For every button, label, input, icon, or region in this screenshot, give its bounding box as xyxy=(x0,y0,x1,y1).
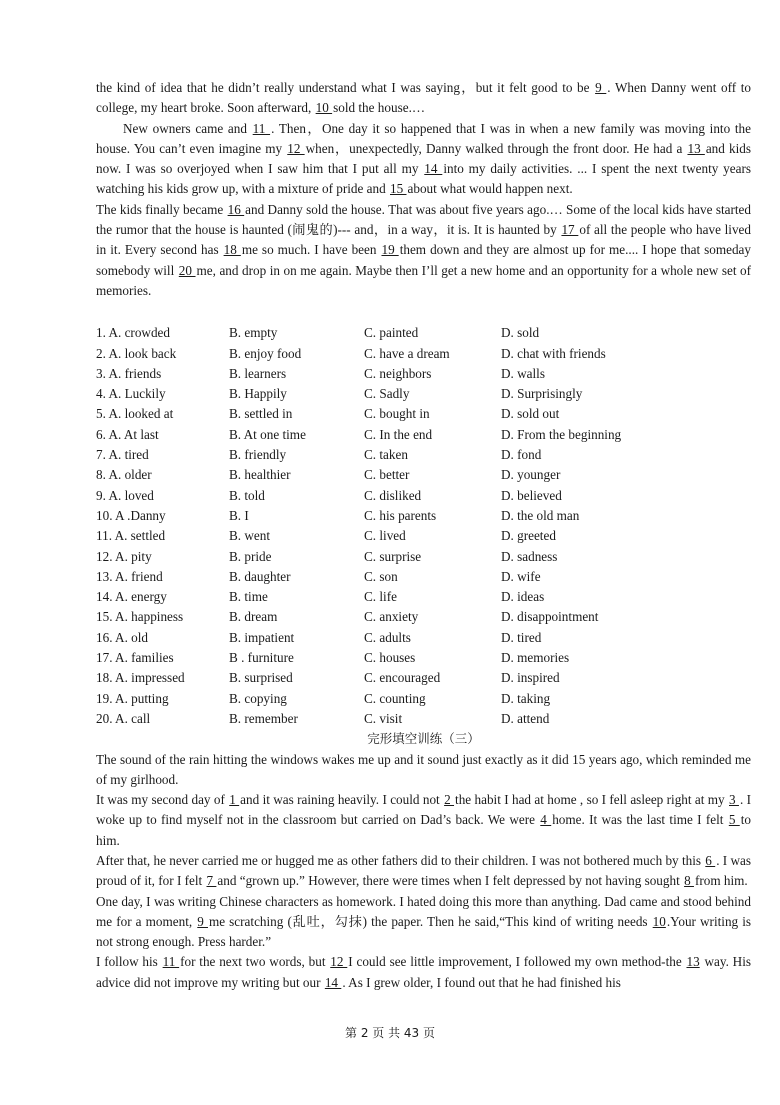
option-choice: C. life xyxy=(364,589,397,605)
option-choice: D. walls xyxy=(501,365,545,381)
option-choice: 2. A. look back xyxy=(96,345,177,361)
blank-number: 1 xyxy=(229,792,240,808)
option-row xyxy=(96,486,751,506)
answer-options-table xyxy=(96,323,751,729)
blank-number: 17 xyxy=(561,222,579,238)
option-choice: B. empty xyxy=(229,325,278,341)
option-choice: B . furniture xyxy=(229,650,294,666)
option-choice: 7. A. tired xyxy=(96,447,149,463)
option-row xyxy=(96,668,751,688)
paragraph-text: the habit I had at home , so I fell asleep right at my xyxy=(455,792,728,808)
option-choice: D. memories xyxy=(501,650,570,666)
option-choice: B. friendly xyxy=(229,447,287,463)
option-choice: 11. A. settled xyxy=(96,528,166,544)
option-choice: B. At one time xyxy=(229,426,306,442)
blank-number: 3 xyxy=(729,792,739,808)
paragraph-text: from him. xyxy=(694,873,748,889)
blank-number: 7 xyxy=(206,873,217,889)
option-choice: B. dream xyxy=(229,609,278,625)
option-choice: C. Sadly xyxy=(364,386,410,402)
paragraph xyxy=(96,790,751,851)
blank-number: 9 xyxy=(197,913,208,929)
blank-number: 10 xyxy=(315,100,333,116)
option-choice: D. greeted xyxy=(501,528,556,544)
option-row xyxy=(96,465,751,485)
blank-number: 12 xyxy=(330,954,348,970)
paragraph-text: I could see little improvement, I followed my own method-the xyxy=(348,954,686,970)
option-choice: D. disappointment xyxy=(501,609,599,625)
blank-number: 18 xyxy=(223,242,241,258)
option-choice: C. visit xyxy=(364,710,403,726)
option-row xyxy=(96,689,751,709)
option-row xyxy=(96,547,751,567)
option-choice: C. disliked xyxy=(364,487,422,503)
paragraph-text: After that, he never carried me or hugged me as other fathers did to their children. I was not bothered much by this xyxy=(96,852,705,868)
paragraph xyxy=(96,200,751,301)
blank-number: 11 xyxy=(252,120,271,136)
paragraph-text: The sound of the rain hitting the windows wakes me up and it sound just exactly as it did 15 years ago, which reminded me of my girlhood. xyxy=(96,751,751,787)
blank-number: 14 xyxy=(324,974,342,990)
blank-number: 2 xyxy=(444,792,455,808)
blank-number: 5 xyxy=(728,812,740,828)
option-row xyxy=(96,425,751,445)
option-row xyxy=(96,587,751,607)
option-row xyxy=(96,344,751,364)
blank-number: 16 xyxy=(227,201,245,217)
section-title: 完形填空训练（三） xyxy=(367,731,480,747)
passage-one xyxy=(96,78,751,301)
paragraph-text: . Then，One day it so happened that I was in when a new family was moving into the house. You can’t even imagine my xyxy=(96,120,751,156)
option-row xyxy=(96,506,751,526)
page-footer: 第 2 页 共 43 页 xyxy=(345,1026,435,1040)
option-choice: D. the old man xyxy=(501,507,580,523)
paragraph-text: It was my second day of xyxy=(96,792,229,808)
option-row xyxy=(96,364,751,384)
option-choice: 1. A. crowded xyxy=(96,325,170,341)
option-choice: 17. A. families xyxy=(96,650,174,666)
option-choice: 14. A. energy xyxy=(96,589,167,605)
option-choice: C. son xyxy=(364,568,398,584)
blank-number: 9 xyxy=(595,80,607,95)
paragraph-text: . I woke up to find myself not in the classroom but carried on Dad’s back. We were xyxy=(96,792,751,828)
option-choice: 19. A. putting xyxy=(96,690,169,706)
paragraph-text: about what would happen next. xyxy=(407,181,573,197)
option-choice: D. younger xyxy=(501,467,561,483)
option-choice: C. adults xyxy=(364,629,411,645)
option-choice: B. I xyxy=(229,507,249,523)
paragraph xyxy=(96,851,751,892)
paragraph-text: me scratching (乱吐，勾抹) the paper. Then he said,“This kind of writing needs xyxy=(208,913,652,929)
option-choice: C. better xyxy=(364,467,410,483)
paragraph-text: The kids finally became xyxy=(96,201,227,217)
option-choice: B. remember xyxy=(229,710,298,726)
paragraph-text: for the next two words, but xyxy=(180,954,330,970)
option-choice: 13. A. friend xyxy=(96,568,163,584)
blank-number: 10 xyxy=(652,913,666,929)
option-choice: B. time xyxy=(229,589,268,605)
paragraph-text: to him. xyxy=(96,812,751,848)
blank-number: 8 xyxy=(684,873,694,889)
option-choice: C. counting xyxy=(364,690,426,706)
paragraph-text: way. His advice did not improve my writing but our xyxy=(96,954,752,990)
option-choice: C. bought in xyxy=(364,406,430,422)
option-choice: D. Surprisingly xyxy=(501,386,583,402)
option-row xyxy=(96,404,751,424)
option-choice: B. pride xyxy=(229,548,272,564)
paragraph-text: New owners came and xyxy=(123,120,252,136)
option-choice: 5. A. looked at xyxy=(96,406,174,422)
paragraph xyxy=(96,78,751,119)
option-choice: D. inspired xyxy=(501,670,560,686)
option-choice: C. neighbors xyxy=(364,365,432,381)
option-choice: B. told xyxy=(229,487,265,503)
option-choice: B. Happily xyxy=(229,386,287,402)
blank-number: 15 xyxy=(390,181,407,197)
passage-two xyxy=(96,750,751,994)
option-choice: D. taking xyxy=(501,690,551,706)
option-choice: 20. A. call xyxy=(96,710,151,726)
option-choice: D. From the beginning xyxy=(501,426,622,442)
option-choice: 16. A. old xyxy=(96,629,149,645)
blank-number: 4 xyxy=(540,812,552,828)
option-choice: D. sold xyxy=(501,325,540,341)
paragraph-text: . When Danny went off to college, my heart broke. Soon afterward, xyxy=(96,80,751,116)
option-row xyxy=(96,445,751,465)
option-choice: B. learners xyxy=(229,365,287,381)
option-choice: C. lived xyxy=(364,528,406,544)
blank-number: 13 xyxy=(686,954,700,970)
document-page xyxy=(96,78,751,993)
blank-number: 14 xyxy=(424,161,443,177)
option-choice: B. settled in xyxy=(229,406,293,422)
blank-number: 13 xyxy=(687,140,705,156)
option-choice: 6. A. At last xyxy=(96,426,159,442)
option-choice: 3. A. friends xyxy=(96,365,162,381)
option-choice: B. went xyxy=(229,528,271,544)
paragraph-text: One day, I was writing Chinese characters as homework. I hated doing this more than anything. Dad came and stood behind me for a moment, xyxy=(96,893,751,929)
option-row xyxy=(96,628,751,648)
option-choice: B. surprised xyxy=(229,670,293,686)
option-choice: 18. A. impressed xyxy=(96,670,185,686)
paragraph-text: into my daily activities. ... I spent the next twenty years watching his kids grow up, with a mixture of pride and xyxy=(96,161,751,197)
option-choice: B. enjoy food xyxy=(229,345,302,361)
paragraph-text: sold the house.… xyxy=(333,100,426,116)
option-choice: D. tired xyxy=(501,629,542,645)
option-row xyxy=(96,709,751,729)
option-choice: C. have a dream xyxy=(364,345,450,361)
option-choice: 9. A. loved xyxy=(96,487,154,503)
option-choice: C. anxiety xyxy=(364,609,419,625)
blank-number: 20 xyxy=(178,262,196,278)
option-choice: B. daughter xyxy=(229,568,291,584)
paragraph-text: . I was proud of it, for I felt xyxy=(96,852,751,889)
option-choice: 4. A. Luckily xyxy=(96,386,166,402)
option-choice: C. houses xyxy=(364,650,416,666)
option-choice: C. encouraged xyxy=(364,670,441,686)
option-row xyxy=(96,323,751,343)
blank-number: 6 xyxy=(705,852,716,868)
option-row xyxy=(96,567,751,587)
option-choice: B. impatient xyxy=(229,629,295,645)
option-choice: B. healthier xyxy=(229,467,291,483)
option-choice: C. taken xyxy=(364,447,408,463)
option-choice: D. believed xyxy=(501,487,562,503)
option-choice: 12. A. pity xyxy=(96,548,152,564)
paragraph xyxy=(96,952,751,993)
paragraph xyxy=(96,892,751,953)
option-row xyxy=(96,526,751,546)
option-choice: B. copying xyxy=(229,690,287,706)
paragraph-text: home. It was the last time I felt xyxy=(552,812,728,828)
paragraph xyxy=(96,750,751,791)
option-choice: D. attend xyxy=(501,710,550,726)
option-choice: D. sold out xyxy=(501,406,560,422)
option-choice: D. wife xyxy=(501,568,541,584)
option-choice: D. sadness xyxy=(501,548,558,564)
option-row xyxy=(96,648,751,668)
option-choice: D. fond xyxy=(501,447,542,463)
paragraph-text: me so much. I have been xyxy=(241,242,381,258)
paragraph-text: and Danny sold the house. That was about five years ago.… Some of the local kids have started the rumor that the house is haunted (闹鬼的)--- and，in a way，it is. It is haunted by xyxy=(96,201,751,238)
blank-number: 12 xyxy=(287,140,305,156)
option-row xyxy=(96,607,751,627)
option-choice: 10. A .Danny xyxy=(96,507,166,523)
paragraph-text: of all the people who have lived in it. Every second has xyxy=(96,222,752,258)
option-row xyxy=(96,384,751,404)
paragraph-text: .Your writing is not strong enough. Press harder.” xyxy=(96,913,752,950)
paragraph-text: . As I grew older, I found out that he had finished his xyxy=(342,974,621,990)
paragraph-text: the kind of idea that he didn’t really understand what I was saying，but it felt good to be xyxy=(96,80,595,95)
option-choice: D. ideas xyxy=(501,589,545,605)
option-choice: C. painted xyxy=(364,325,419,341)
paragraph-text: and it was raining heavily. I could not xyxy=(240,792,444,808)
paragraph-text: me, and drop in on me again. Maybe then I’ll get a new home and an opportunity for a whole new set of memories. xyxy=(96,262,751,298)
paragraph-text: when，unexpectedly, Danny walked through the front door. He had a xyxy=(305,140,687,156)
option-choice: C. surprise xyxy=(364,548,422,564)
paragraph xyxy=(96,119,751,200)
option-choice: D. chat with friends xyxy=(501,345,606,361)
option-choice: 15. A. happiness xyxy=(96,609,184,625)
option-choice: C. his parents xyxy=(364,507,437,523)
paragraph-text: and “grown up.” However, there were times when I felt depressed by not having sought xyxy=(217,873,684,889)
paragraph-text: I follow his xyxy=(96,954,162,970)
blank-number: 19 xyxy=(381,242,399,258)
blank-number: 11 xyxy=(162,954,180,970)
paragraph-text: and kids now. I was so overjoyed when I saw him that I put all my xyxy=(96,140,752,177)
paragraph-text: them down and they are almost up for me.... I hope that someday somebody will xyxy=(96,242,751,278)
option-choice: C. In the end xyxy=(364,426,433,442)
option-choice: 8. A. older xyxy=(96,467,152,483)
